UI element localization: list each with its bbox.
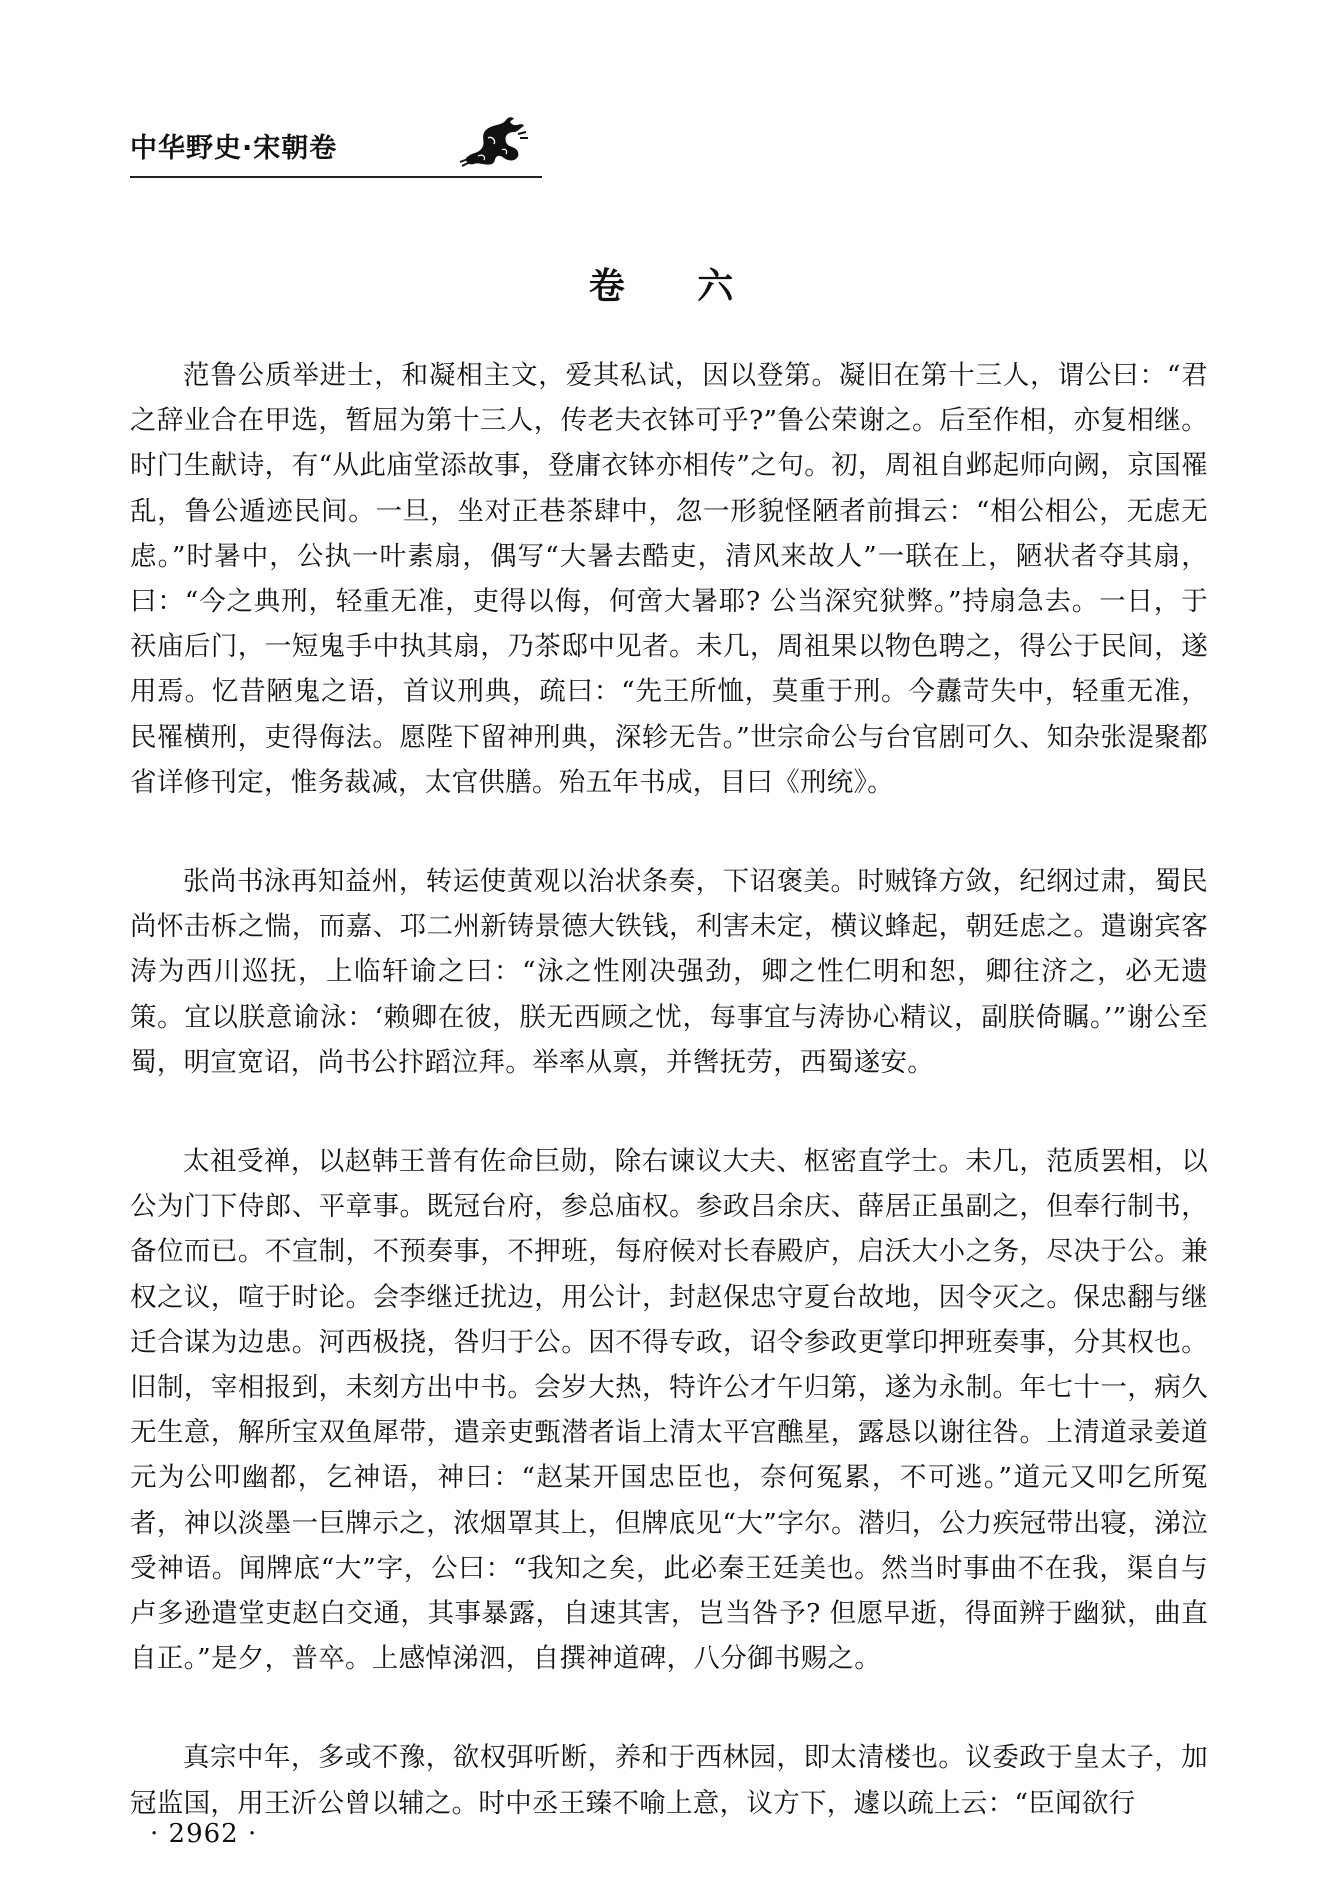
running-header [130, 118, 542, 178]
page-number: · 2962 · [150, 1819, 258, 1849]
dragon-emblem-icon [458, 112, 530, 168]
paragraph: 张尚书泳再知益州，转运使黄观以治状条奏，下诏褒美。时贼锋方敛，纪纲过肃，蜀民尚怀击柝之惴，而嘉、邛二州新铸景德大铁钱，利害未定，横议蜂起，朝廷虑之。遣谢宾客涛为西川巡抚，上临轩谕之曰：“泳之性刚决强劲，卿之性仁明和恕，卿往济之，必无遗策。宜以朕意谕泳：‘赖卿在彼，朕无西顾之忧，每事宜与涛协心精议，副朕倚瞩。’”谢公至蜀，明宣宽诏，尚书公抃蹈泣拜。举率从禀，并辔抚劳，西蜀遂安。 [130, 866, 1208, 1078]
chapter-title: 卷 六 [588, 266, 764, 307]
header-rule [130, 176, 542, 178]
body-text [130, 353, 1208, 1880]
paragraph: 太祖受禅，以赵韩王普有佐命巨勋，除右谏议大夫、枢密直学士。未几，范质罢相，以公为门下侍郎、平章事。既冠台府，参总庙权。参政吕余庆、薛居正虽副之，但奉行制书，备位而已。不宣制，不预奏事，不押班，每府候对长春殿庐，启沃大小之务，尽决于公。兼权之议，喧于时论。会李继迁扰边，用公计，封赵保忠守夏台故地，因令灭之。保忠翻与继迁合谋为边患。河西极挠，咎归于公。因不得专政，诏令参政更掌印押班奏事，分其权也。旧制，宰相报到，未刻方出中书。会岁大热，特许公才午归第，遂为永制。年七十一，病久无生意，解所宝双鱼犀带，遣亲吏甄潜者诣上清太平宫醮星，露恳以谢往咎。上清道录姜道元为公叩幽都，乞神语，神曰：“赵某开国忠臣也，奈何冤累，不可逃。”道元又叩乞所冤者，神以淡墨一巨牌示之，浓烟罩其上，但牌底见“大”字尔。潜归，公力疾冠带出寝，涕泣受神语。闻牌底“大”字，公曰：“我知之矣，此必秦王廷美也。然当时事曲不在我，渠自与卢多逊遣堂吏赵白交通，其事暴露，自速其害，岂当咎予? 但愿早逝，得面辨于幽狱，曲直自正。”是夕，普卒。上感悼涕泗，自撰神道碑，八分御书赐之。 [130, 1146, 1208, 1675]
paragraph: 真宗中年，多或不豫，欲权弭听断，养和于西林园，即太清楼也。议委政于皇太子，加冠监国，用王沂公曾以辅之。时中丞王臻不喻上意，议方下，遽以疏上云：“臣闻欲行 [130, 1742, 1208, 1819]
paragraph: 范鲁公质举进士，和凝相主文，爱其私试，因以登第。凝旧在第十三人，谓公曰：“君之辞业合在甲选，暂屈为第十三人，传老夫衣钵可乎?”鲁公荣谢之。后至作相，亦复相继。时门生献诗，有“从此庙堂添故事，登庸衣钵亦相传”之句。初，周祖自邺起师向阙，京国罹乱，鲁公遁迹民间。一旦，坐对正巷茶肆中，忽一形貌怪陋者前揖云：“相公相公，无虑无虑。”时暑中，公执一叶素扇，偶写“大暑去酷吏，清风来故人”一联在上，陋状者夺其扇，曰：“今之典刑，轻重无准，吏得以侮，何啻大暑耶? 公当深究狱弊。”持扇急去。一日，于祆庙后门，一短鬼手中执其扇，乃茶邸中见者。未几，周祖果以物色聘之，得公于民间，遂用焉。忆昔陋鬼之语，首议刑典，疏曰：“先王所恤，莫重于刑。今纛苛失中，轻重无准，民罹横刑，吏得侮法。愿陛下留神刑典，深轸无告。”世宗命公与台官剧可久、知杂张湜聚都省详修刊定，惟务裁减，太官供膳。殆五年书成，目曰《刑统》。 [130, 360, 1208, 798]
series-title: 中华野史·宋朝卷 [130, 133, 338, 164]
